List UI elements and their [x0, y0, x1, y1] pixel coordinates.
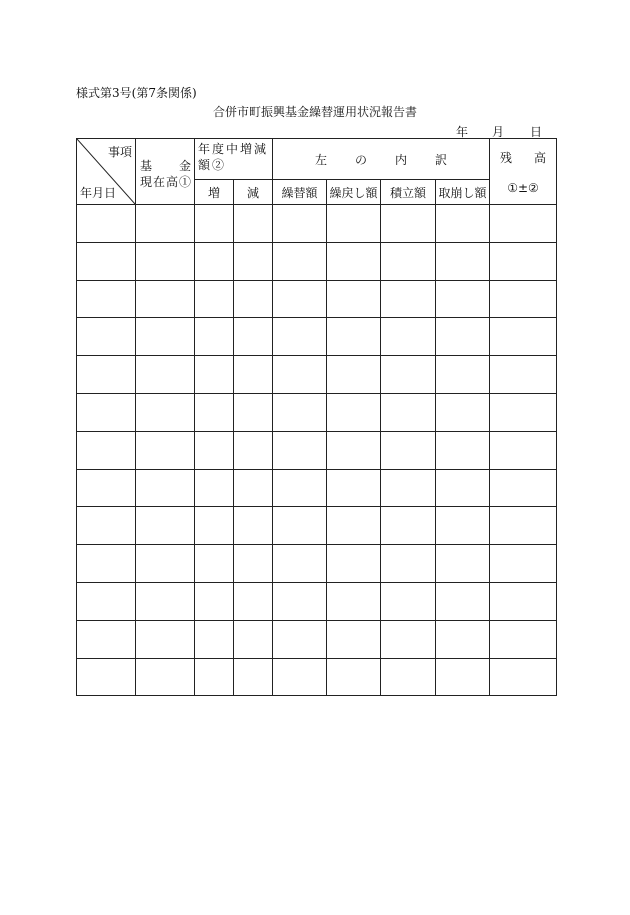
table-cell — [195, 205, 234, 243]
table-cell — [195, 545, 234, 583]
table-cell — [136, 280, 195, 318]
table-cell — [327, 205, 381, 243]
table-cell — [136, 431, 195, 469]
table-cell — [195, 431, 234, 469]
table-cell — [195, 242, 234, 280]
table-cell — [436, 356, 490, 394]
table-cell — [381, 469, 436, 507]
table-cell — [234, 582, 273, 620]
table-row — [77, 507, 557, 545]
table-cell — [234, 469, 273, 507]
table-cell — [381, 205, 436, 243]
table-cell — [490, 356, 557, 394]
table-cell — [381, 620, 436, 658]
table-row — [77, 356, 557, 394]
table-cell — [490, 431, 557, 469]
table-row — [77, 205, 557, 243]
table-row — [77, 431, 557, 469]
table-cell — [136, 393, 195, 431]
table-cell — [436, 620, 490, 658]
table-cell — [273, 318, 327, 356]
table-cell — [436, 431, 490, 469]
table-cell — [136, 507, 195, 545]
table-cell — [195, 582, 234, 620]
table-cell — [234, 205, 273, 243]
table-cell — [436, 545, 490, 583]
breakdown-col-withdraw: 取崩し額 — [436, 180, 490, 205]
table-cell — [327, 356, 381, 394]
fund-balance-header — [136, 139, 195, 205]
table-cell — [327, 469, 381, 507]
table-cell — [273, 507, 327, 545]
table-cell — [136, 582, 195, 620]
table-cell — [77, 431, 136, 469]
table-cell — [490, 393, 557, 431]
table-row — [77, 620, 557, 658]
table-cell — [273, 393, 327, 431]
table-row — [77, 318, 557, 356]
decrease-header: 減 — [234, 180, 273, 205]
table-cell — [381, 280, 436, 318]
table-cell — [327, 582, 381, 620]
fund-label-a: 基 — [140, 159, 153, 173]
table-cell — [136, 242, 195, 280]
table-cell — [327, 318, 381, 356]
table-cell — [490, 318, 557, 356]
table-cell — [273, 205, 327, 243]
table-cell — [273, 582, 327, 620]
table-cell — [234, 431, 273, 469]
annual-change-header: 年度中増減額② — [195, 139, 273, 180]
document-title: 合併市町振興基金繰替運用状況報告書 — [212, 105, 417, 119]
table-cell — [195, 318, 234, 356]
table-cell — [136, 469, 195, 507]
table-cell — [436, 469, 490, 507]
table-cell — [195, 658, 234, 696]
table-cell — [436, 658, 490, 696]
table-cell — [234, 620, 273, 658]
table-cell — [381, 242, 436, 280]
table-cell — [273, 356, 327, 394]
table-cell — [381, 318, 436, 356]
fund-label-line2: 現在高① — [140, 175, 193, 189]
table-cell — [490, 205, 557, 243]
table-cell — [273, 658, 327, 696]
table-cell — [195, 507, 234, 545]
table-cell — [234, 318, 273, 356]
date-day-label: 日 — [530, 125, 543, 139]
table-cell — [77, 469, 136, 507]
table-cell — [490, 620, 557, 658]
date-label: 年月日 — [80, 186, 117, 200]
table-cell — [490, 469, 557, 507]
balance-label-b: 高 — [534, 151, 547, 165]
table-cell — [490, 507, 557, 545]
table-cell — [490, 582, 557, 620]
table-cell — [436, 393, 490, 431]
table-cell — [77, 205, 136, 243]
table-cell — [381, 431, 436, 469]
table-cell — [381, 356, 436, 394]
table-cell — [490, 545, 557, 583]
table-cell — [273, 545, 327, 583]
table-cell — [234, 280, 273, 318]
table-cell — [436, 507, 490, 545]
balance-formula: ①±② — [507, 181, 539, 195]
table-cell — [490, 280, 557, 318]
table-cell — [436, 582, 490, 620]
table-cell — [195, 280, 234, 318]
breakdown-col-return: 繰戻し額 — [327, 180, 381, 205]
table-cell — [327, 280, 381, 318]
table-cell — [381, 582, 436, 620]
table-cell — [77, 318, 136, 356]
table-cell — [327, 431, 381, 469]
increase-header: 増 — [195, 180, 234, 205]
table-cell — [195, 393, 234, 431]
table-cell — [381, 393, 436, 431]
table-cell — [327, 393, 381, 431]
table-cell — [327, 242, 381, 280]
table-cell — [234, 242, 273, 280]
table-cell — [234, 658, 273, 696]
table-cell — [77, 620, 136, 658]
table-cell — [436, 280, 490, 318]
table-cell — [327, 545, 381, 583]
table-cell — [77, 545, 136, 583]
table-cell — [381, 545, 436, 583]
report-table — [76, 138, 557, 696]
table-row — [77, 242, 557, 280]
table-cell — [273, 620, 327, 658]
breakdown-header: 左の内訳 — [273, 139, 490, 180]
balance-header — [490, 139, 557, 205]
table-cell — [273, 431, 327, 469]
table-cell — [381, 658, 436, 696]
table-row — [77, 582, 557, 620]
table-cell — [436, 205, 490, 243]
table-cell — [136, 658, 195, 696]
table-cell — [195, 469, 234, 507]
table-cell — [234, 393, 273, 431]
header-row-1 — [77, 139, 557, 180]
table-cell — [273, 469, 327, 507]
table-row — [77, 280, 557, 318]
form-number: 様式第3号(第7条関係) — [76, 86, 197, 100]
table-cell — [327, 620, 381, 658]
table-cell — [136, 318, 195, 356]
table-cell — [195, 356, 234, 394]
table-row — [77, 658, 557, 696]
table-cell — [234, 507, 273, 545]
breakdown-col-transfer: 繰替額 — [273, 180, 327, 205]
item-label: 事項 — [107, 145, 132, 159]
fund-label-b: 金 — [178, 159, 191, 173]
balance-label-a: 残 — [500, 151, 513, 165]
table-cell — [327, 658, 381, 696]
table-cell — [77, 507, 136, 545]
breakdown-col-reserve: 積立額 — [381, 180, 436, 205]
date-month-label: 月 — [492, 125, 505, 139]
table-cell — [436, 318, 490, 356]
table-cell — [77, 280, 136, 318]
table-cell — [77, 242, 136, 280]
table-cell — [327, 507, 381, 545]
table-cell — [234, 545, 273, 583]
table-cell — [136, 620, 195, 658]
table-cell — [136, 205, 195, 243]
table-cell — [136, 356, 195, 394]
table-cell — [77, 356, 136, 394]
table-cell — [381, 507, 436, 545]
table-cell — [77, 582, 136, 620]
table-cell — [195, 620, 234, 658]
table-cell — [77, 658, 136, 696]
table-cell — [490, 242, 557, 280]
table-cell — [273, 280, 327, 318]
table-cell — [273, 242, 327, 280]
table-cell — [136, 545, 195, 583]
table-row — [77, 469, 557, 507]
table-cell — [490, 658, 557, 696]
table-cell — [436, 242, 490, 280]
table-cell — [77, 393, 136, 431]
table-row — [77, 545, 557, 583]
date-year-label: 年 — [456, 125, 469, 139]
table-cell — [234, 356, 273, 394]
table-row — [77, 393, 557, 431]
table-body — [77, 205, 557, 696]
item-date-header — [77, 139, 136, 205]
